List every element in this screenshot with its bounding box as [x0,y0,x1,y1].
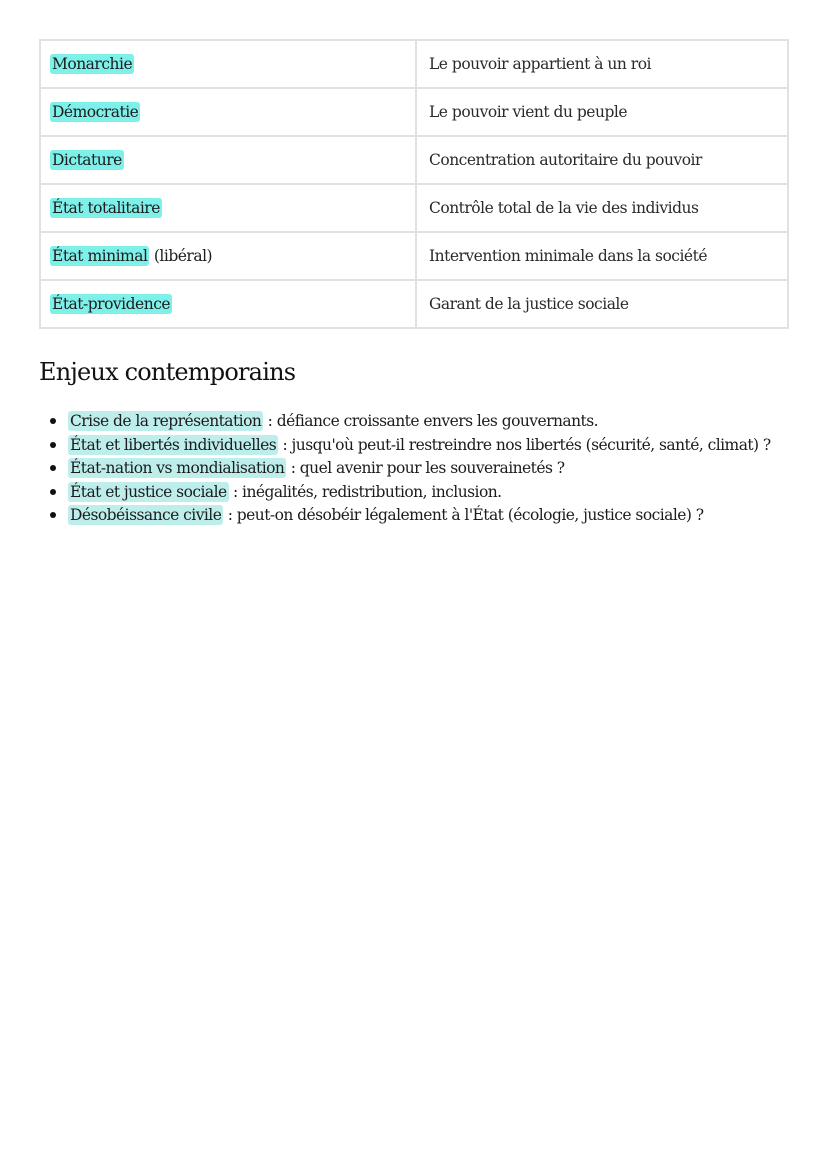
table-row [40,232,788,280]
definition-cell: Concentration autoritaire du pouvoir [416,136,788,184]
bullet-icon [50,418,56,424]
highlighted-term: Désobéissance civile [70,506,222,524]
list-item [39,434,819,458]
term-suffix: (libéral) [149,247,213,265]
term-cell [40,40,416,88]
list-item [39,481,819,505]
bullet-icon [50,465,56,471]
item-text: : défiance croissante envers les gouvernants. [263,412,598,430]
item-text: : peut-on désobéir légalement à l'État (écologie, justice sociale) ? [223,506,704,524]
highlighted-term: État et justice sociale [70,482,227,501]
term-cell [40,232,416,280]
definition-cell: Le pouvoir appartient à un roi [416,40,788,88]
definition-cell: Garant de la justice sociale [416,280,788,328]
bullet-icon [50,489,56,495]
table-row [40,184,788,232]
highlighted-term: État et libertés individuelles [70,435,277,454]
item-text: : quel avenir pour les souverainetés ? [286,459,565,477]
term-cell [40,184,416,232]
highlighted-term: Démocratie [52,103,139,121]
highlighted-term: Monarchie [52,55,133,73]
highlighted-term: État totalitaire [52,199,160,217]
highlighted-term: Dictature [52,151,122,169]
section-heading: Enjeux contemporains [39,358,296,386]
definition-cell: Contrôle total de la vie des individus [416,184,788,232]
term-cell [40,280,416,328]
issues-list [39,410,819,528]
table-row [40,88,788,136]
list-item [39,410,819,434]
item-text: : jusqu'où peut-il restreindre nos libertés (sécurité, santé, climat) ? [278,435,771,454]
table-row [40,40,788,88]
list-item [39,504,819,528]
list-item [39,457,819,481]
highlighted-term: État minimal [52,247,148,265]
table-row [40,136,788,184]
term-cell [40,88,416,136]
regimes-table [39,39,789,329]
item-text: : inégalités, redistribution, inclusion. [228,482,502,501]
definition-cell: Intervention minimale dans la société [416,232,788,280]
bullet-icon [50,512,56,518]
bullet-icon [50,442,56,448]
term-cell [40,136,416,184]
highlighted-term: État-nation vs mondialisation [70,459,285,477]
definition-cell: Le pouvoir vient du peuple [416,88,788,136]
highlighted-term: Crise de la représentation [70,412,262,430]
table-row [40,280,788,328]
highlighted-term: État-providence [52,295,171,313]
